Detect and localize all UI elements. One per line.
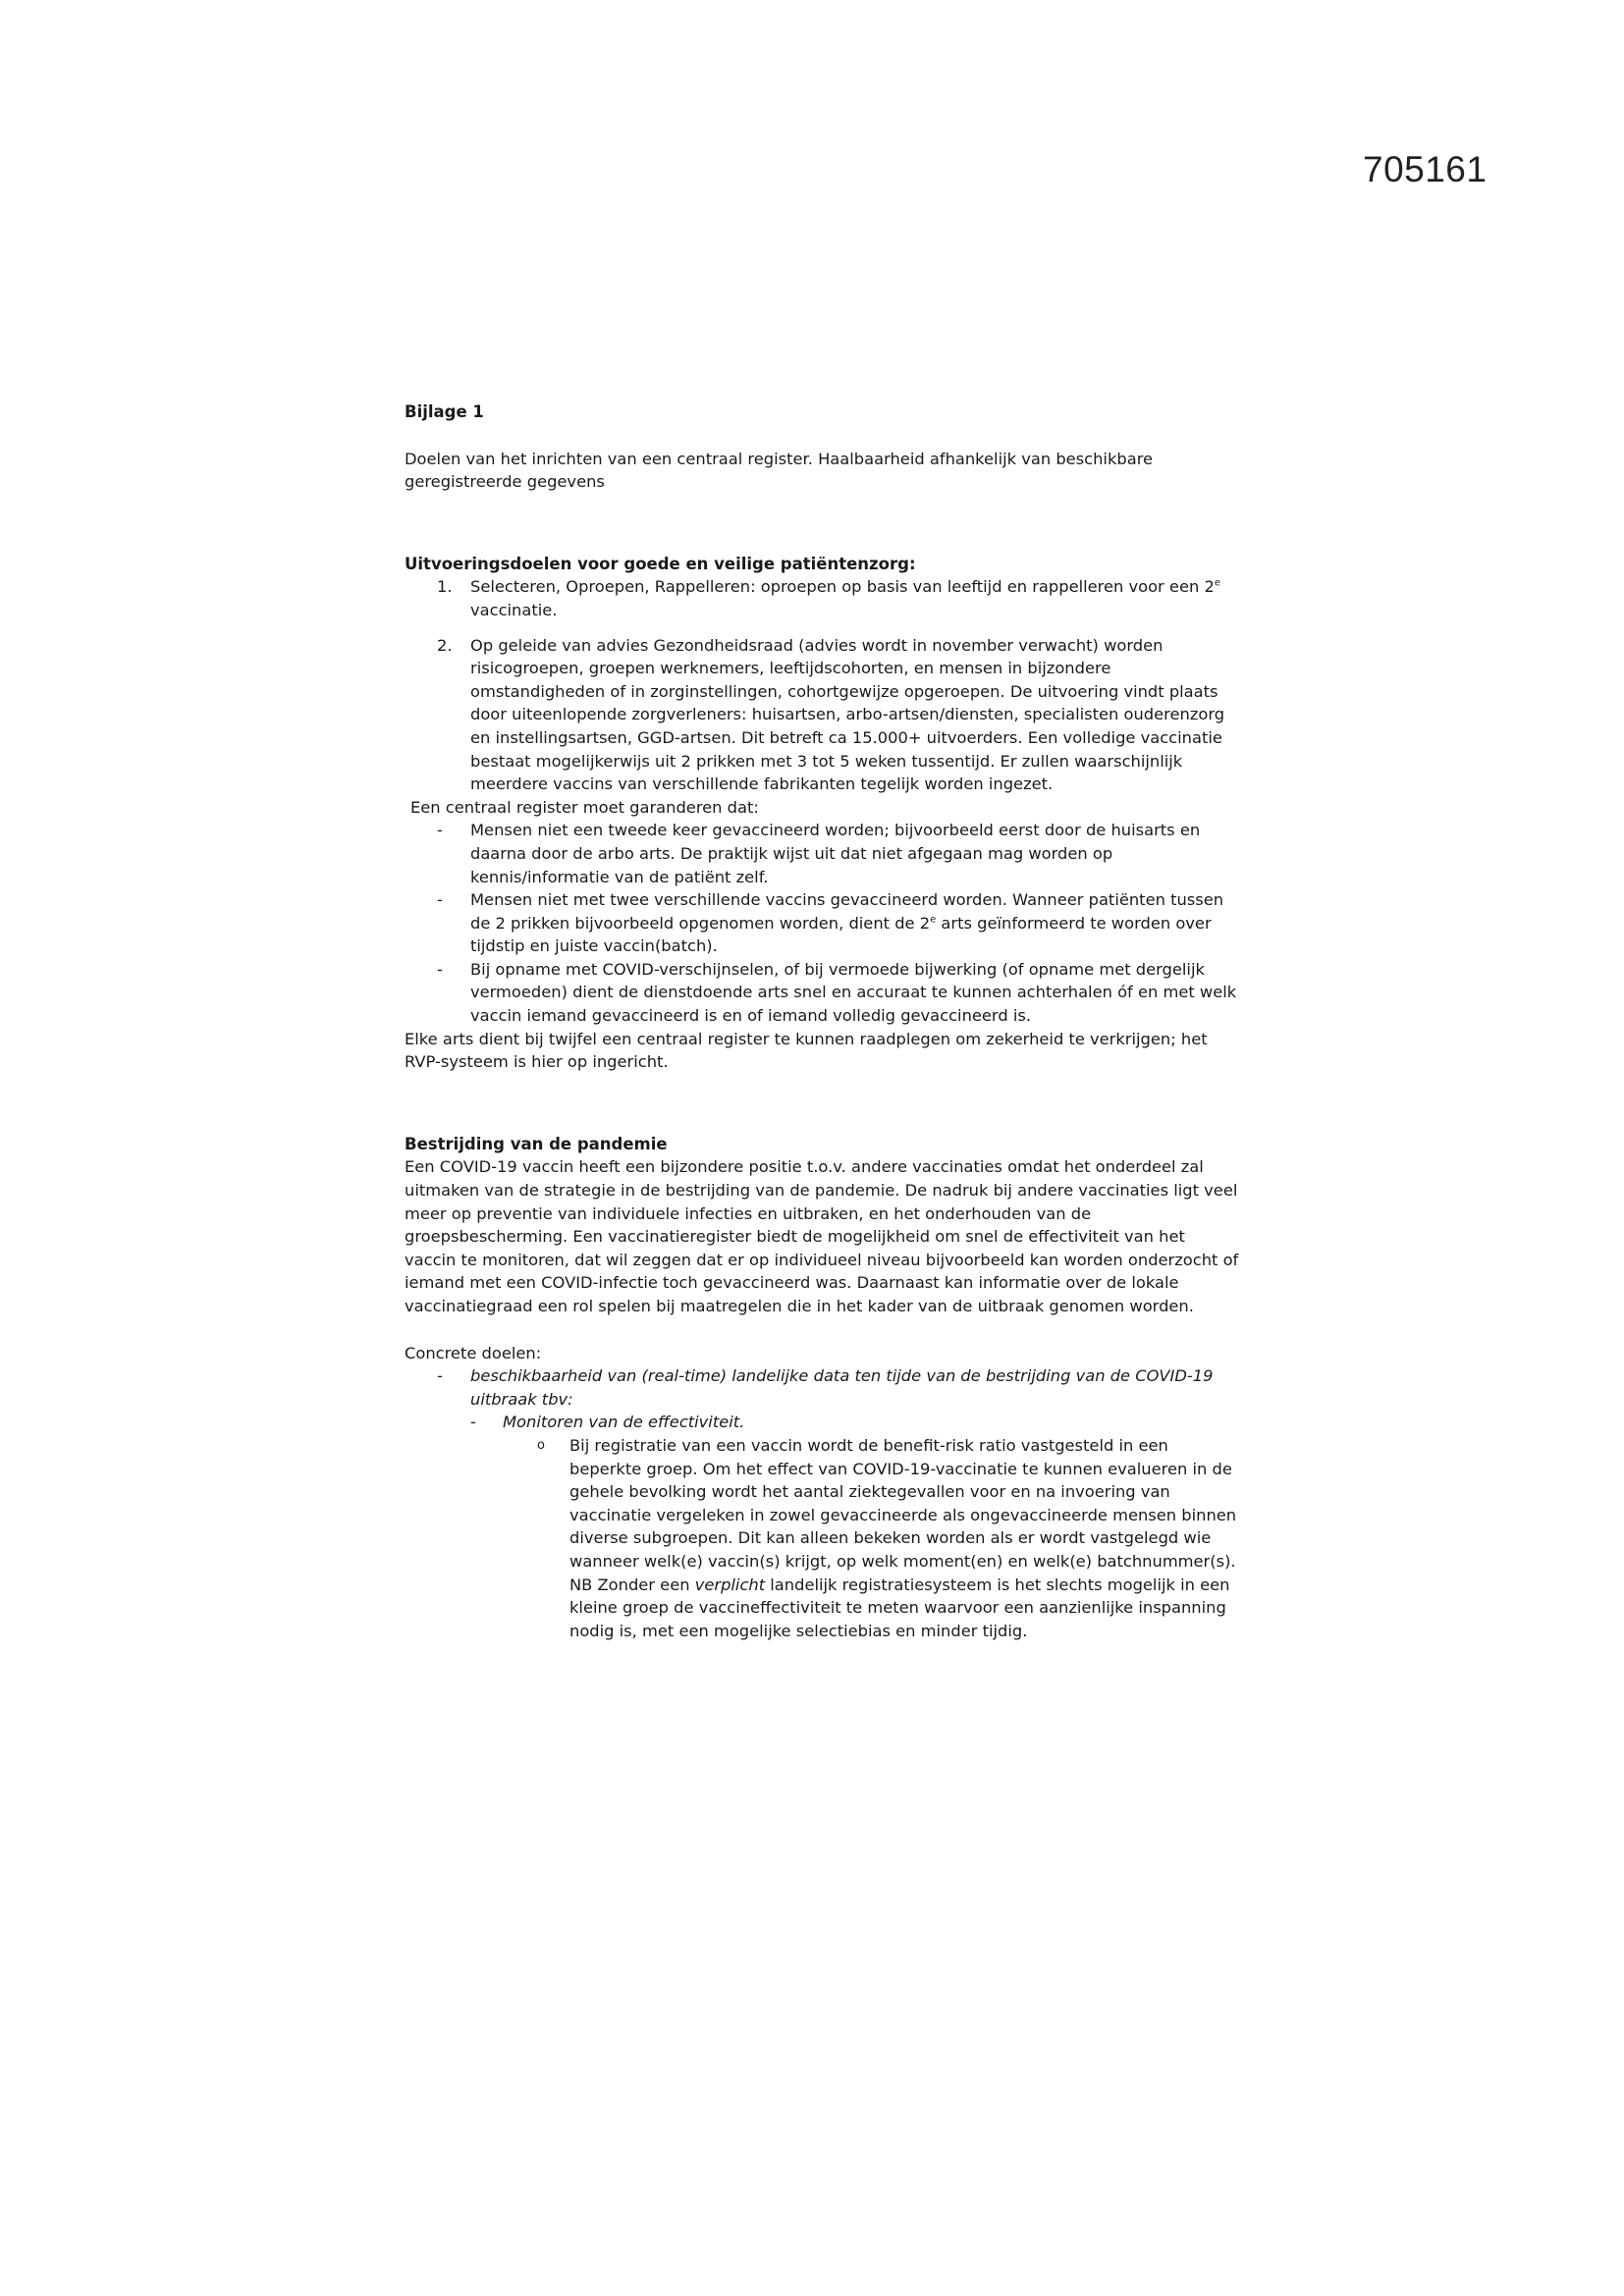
concrete-doelen-label: Concrete doelen: [405,1343,542,1362]
dash-bullet: - [437,959,443,979]
list-item-text: beschikbaarheid van (real-time) landelijke data ten tijde van de bestrijding van de COVID-19 uitbraak tbv: [470,1366,1214,1409]
register-intro: Een centraal register moet garanderen dat: [410,797,759,817]
list-item [405,1411,1239,1434]
list-number: 2. [437,635,453,655]
list-item [405,1434,1239,1642]
bestrijding-heading: Bestrijding van de pandemie [405,1134,668,1153]
nb-note: NB Zonder een verplicht landelijk registratiesysteem is het slechts mogelijk in een kleine groep de vaccineffectiviteit te meten waarvoor een aanzienlijke inspanning nodig is, met een mogelijke selectiebias en minder tijdig. [569,1575,1230,1640]
list-item-text: Selecteren, Oproepen, Rappelleren: oproepen op basis van leeftijd en rappelleren voor een 2e vaccinatie. [470,577,1220,619]
guarantees-list [405,819,1239,1027]
list-item-text: Bij opname met COVID-verschijnselen, of bij vermoede bijwerking (of opname met dergelijk vermoeden) dient de dienstdoende arts snel en accuraat te kunnen achterhalen óf en met welk vaccin iemand gevaccineerd is en of iemand volledig gevaccineerd is. [470,959,1237,1026]
list-item [405,1364,1239,1411]
list-item [405,819,1239,888]
bijlage-intro: Doelen van het inrichten van een centraal register. Haalbaarheid afhankelijk van beschikbare geregistreerde gegevens [405,449,1154,492]
bijlage-title: Bijlage 1 [405,402,484,421]
list-number: 1. [437,577,453,597]
dash-bullet: - [437,890,443,910]
uitvoeringsdoelen-heading: Uitvoeringsdoelen voor goede en veilige patiëntenzorg: [405,554,916,573]
circle-bullet: o [537,1437,545,1453]
list-item [405,575,1239,621]
sub-sub-list [405,1434,1239,1642]
list-item [405,958,1239,1028]
uitvoeringsdoelen-list [405,575,1239,795]
list-item [405,634,1239,796]
bestrijding-paragraph: Een COVID-19 vaccin heeft een bijzondere positie t.o.v. andere vaccinaties omdat het onderdeel zal uitmaken van de strategie in de bestrijding van de pandemie. De nadruk bij andere vaccinaties ligt veel meer op preventie van individuele infecties en uitbraken, en het onderhouden van de groepsbescherming. Een vaccinatieregister biedt de mogelijkheid om snel de effectiviteit van het vaccin te monitoren, dat wil zeggen dat er op individueel niveau bijvoorbeeld kan worden onderzocht of iemand met een COVID-infectie toch gevaccineerd was. Daarnaast kan informatie over de lokale vaccinatiegraad een rol spelen bij maatregelen die in het kader van de uitbraak genomen worden. [405,1157,1239,1315]
list-item [405,888,1239,958]
page-number: 705161 [1363,149,1488,189]
list-item-text: Mensen niet een tweede keer gevaccineerd worden; bijvoorbeeld eerst door de huisarts en daarna door de arbo arts. De praktijk wijst uit dat niet afgegaan mag worden op kennis/informatie van de patiënt zelf. [470,821,1201,886]
concrete-doelen-list [405,1364,1239,1411]
document-body [405,400,1239,1642]
list-item-text: Monitoren van de effectiviteit. [503,1413,745,1432]
sub-list [405,1411,1239,1434]
dash-bullet: - [437,1366,443,1386]
list-item-text: Mensen niet met twee verschillende vaccins gevaccineerd worden. Wanneer patiënten tussen de 2 prikken bijvoorbeeld opgenomen worden, dient de 2e arts geïnformeerd te worden over tijdstip en juiste vaccin(batch). [470,890,1224,956]
list-item-text: Op geleide van advies Gezondheidsraad (advies wordt in november verwacht) worden risicogroepen, groepen werknemers, leeftijdscohorten, en mensen in bijzondere omstandigheden of in zorginstellingen, cohortgewijze opgeroepen. De uitvoering vindt plaats door uiteenlopende zorgverleners: huisartsen, arbo-artsen/diensten, specialisten ouderenzorg en instellingsartsen, GGD-artsen. Dit betreft ca 15.000+ uitvoerders. Een volledige vaccinatie bestaat mogelijkerwijs uit 2 prikken met 3 tot 5 weken tussentijd. Er zullen waarschijnlijk meerdere vaccins van verschillende fabrikanten tegelijk worden ingezet. [470,635,1225,794]
dash-bullet: - [470,1413,476,1432]
dash-bullet: - [437,821,443,840]
closing-paragraph: Elke arts dient bij twijfel een centraal register te kunnen raadplegen om zekerheid te verkrijgen; het RVP-systeem is hier op ingericht. [405,1029,1208,1072]
list-item-text: Bij registratie van een vaccin wordt de benefit-risk ratio vastgesteld in een beperkte groep. Om het effect van COVID-19-vaccinatie te kunnen evalueren in de gehele bevolking wordt het aantal ziektegevallen voor en na invoering van vaccinatie vergeleken in zowel gevaccineerde als ongevaccineerde mensen binnen diverse subgroepen. Dit kan alleen bekeken worden als er wordt vastgelegd wie wanneer welk(e) vaccin(s) krijgt, op welk moment(en) en welk(e) batchnummer(s). [569,1435,1237,1571]
